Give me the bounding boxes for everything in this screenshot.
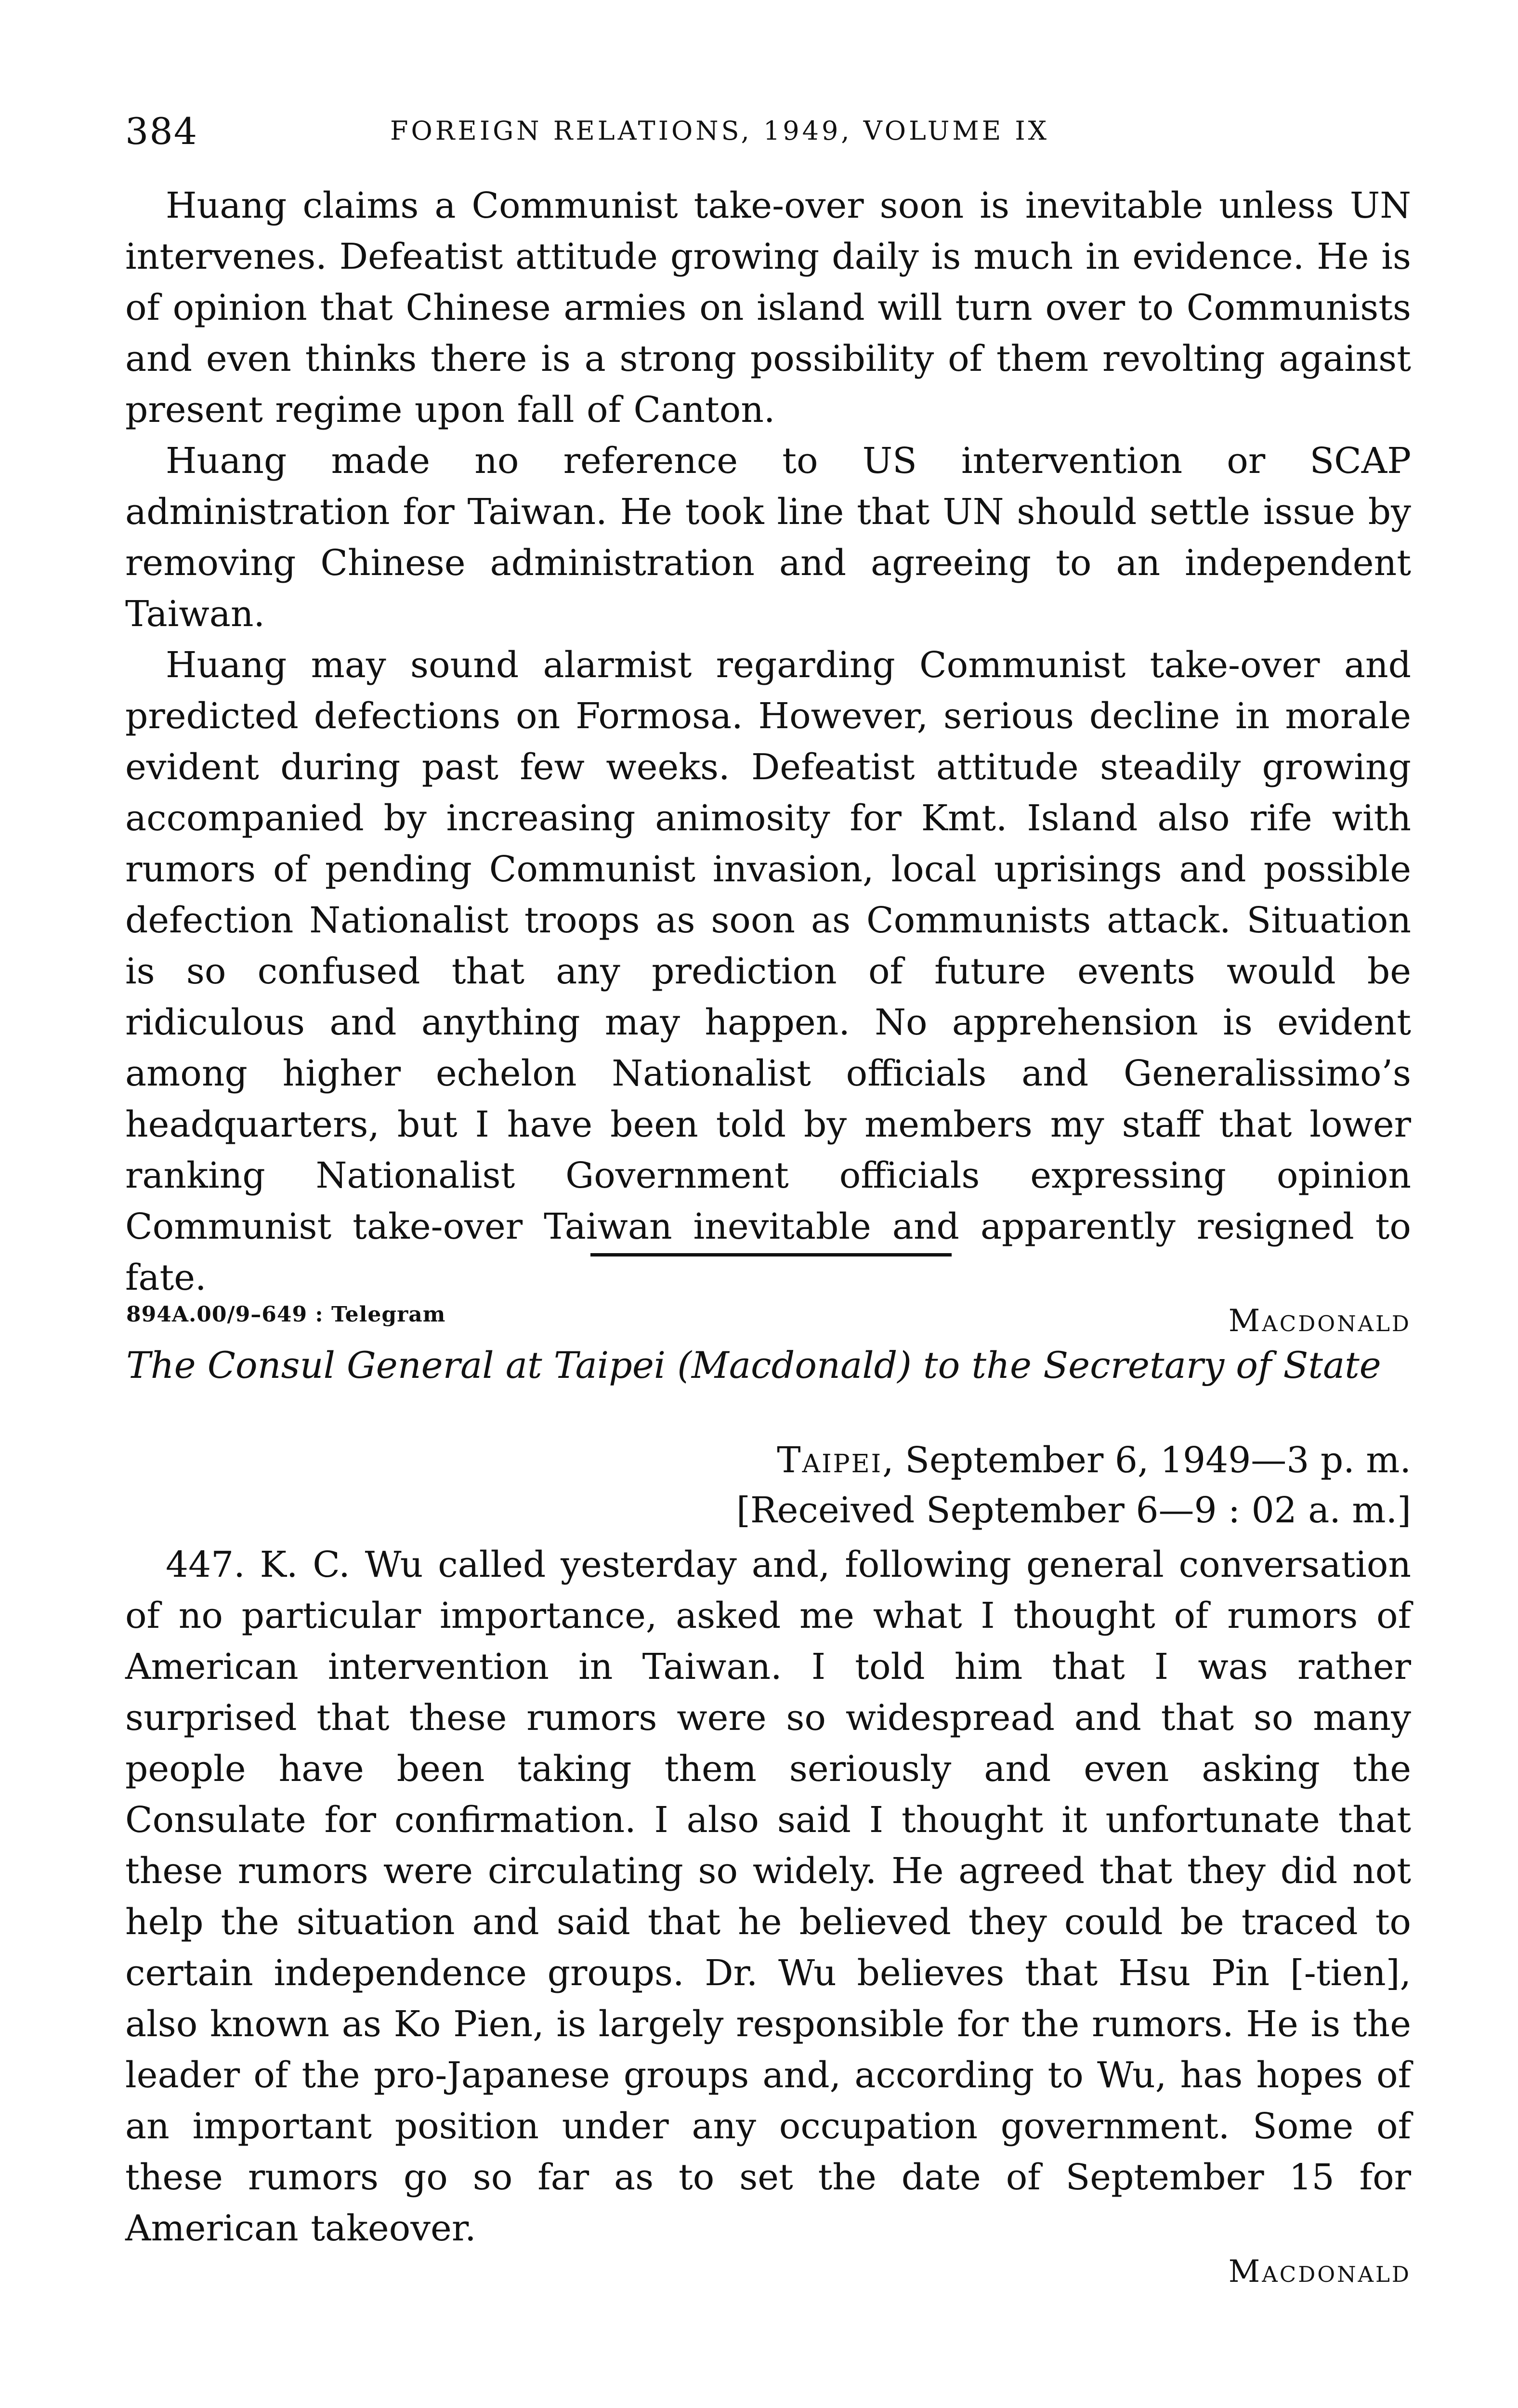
paragraph: Huang made no reference to US intervention or SCAP administration for Taiwan. He took line that UN should settle issue by removing Chinese administration and agreeing to an independent Taiwan. [125,440,1411,635]
dateline-sent-time: , September 6, 1949—3 p. m. [882,1440,1411,1481]
page-number: 384 [125,110,198,153]
paragraph: Huang may sound alarmist regarding Communist take-over and predicted defections on Formosa. However, serious decline in morale evident during past few weeks. Defeatist attitude steadily growing accompanied by increasing animosity for Kmt. Island also rife with rumors of pending Communist invasion, local uprisings and possible defection Nationalist troops as soon as Communists attack. Situation is so confused that any prediction of future events would be ridiculous and anything may happen. No apprehension is evident among higher echelon Nationalist officials and Generalissimo’s headquarters, but I have been told by members my staff that lower ranking Nationalist Government officials expressing opinion Communist take-over Taiwan inevitable and apparently resigned to fate. [125,644,1411,1298]
second-document-body [125,1539,1411,2290]
running-head [125,110,1406,153]
dateline-sent [736,1435,1411,1485]
section-divider [590,1253,952,1256]
dateline-received: [Received September 6—9 : 02 a. m.] [736,1490,1411,1531]
signature: Macdonald [1228,2254,1411,2290]
first-document-body [125,180,1411,1339]
paragraph: Huang claims a Communist take-over soon is inevitable unless UN intervenes. Defeatist attitude growing daily is much in evidence. He is of opinion that Chinese armies on island will turn over to Communists and even thinks there is a strong possibility of them revolting against present regime upon fall of Canton. [125,185,1411,431]
document-heading: The Consul General at Taipei (Macdonald) to the Secretary of State [126,1344,1381,1387]
file-reference: 894A.00/9–649 : Telegram [126,1302,446,1327]
paragraph: 447. K. C. Wu called yesterday and, following general conversation of no particular importance, asked me what I thought of rumors of American intervention in Taiwan. I told him that I was rather surprised that these rumors were so widespread and that so many people have been taking them seriously and even asking the Consulate for confirmation. I also said I thought it unfortunate that these rumors were circulating so widely. He agreed that they did not help the situation and said that he believed they could be traced to certain independence groups. Dr. Wu believes that Hsu Pin [-tien], also known as Ko Pien, is largely responsible for the rumors. He is the leader of the pro-Japanese groups and, according to Wu, has hopes of an important position under any occupation government. Some of these rumors go so far as to set the date of September 15 for American takeover. [125,1544,1411,2249]
signature: Macdonald [1228,1303,1411,1339]
dateline-place: Taipei [777,1440,883,1481]
running-title: FOREIGN RELATIONS, 1949, VOLUME IX [390,116,1050,146]
dateline [736,1435,1411,1535]
